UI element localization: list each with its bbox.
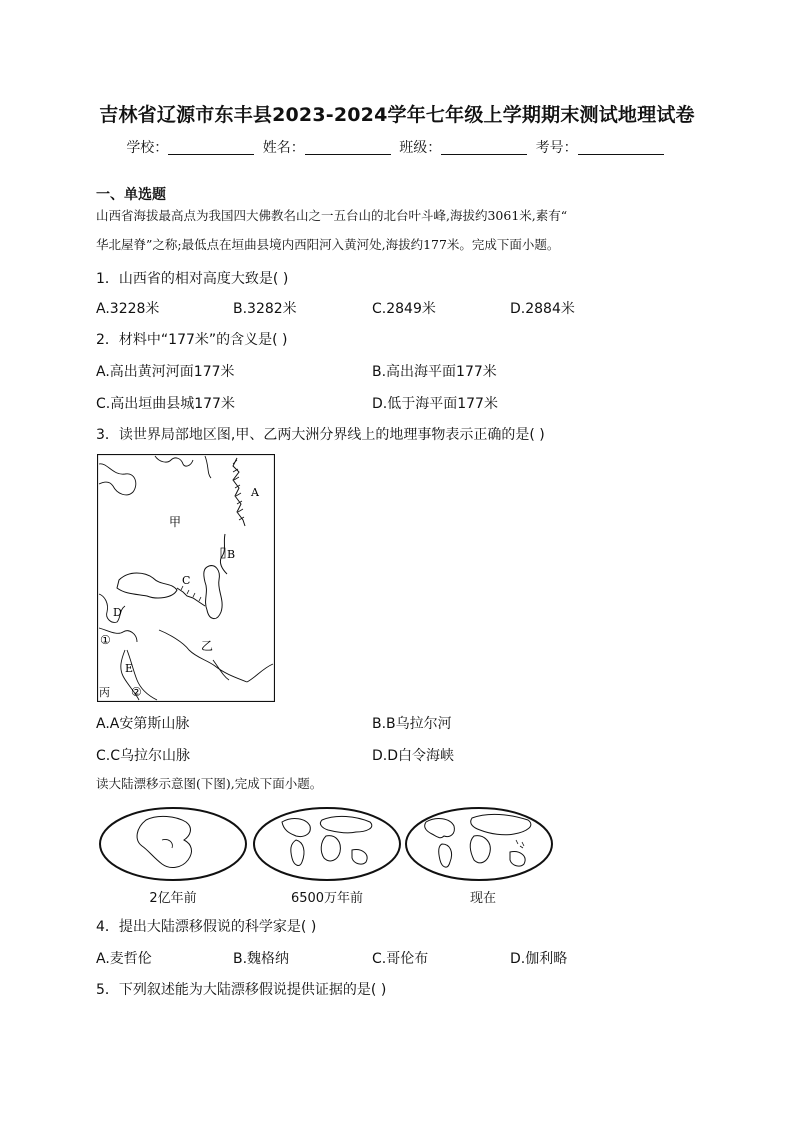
q4-option-d[interactable]: D.伽利略	[510, 951, 568, 967]
drift-map-present	[404, 806, 554, 882]
name-blank	[305, 140, 391, 155]
id-blank	[578, 140, 664, 155]
id-label: 考号：	[535, 140, 578, 156]
map-label-yi: 乙	[201, 639, 214, 653]
q3-option-a[interactable]: A.A安第斯山脉	[96, 716, 190, 732]
q2-option-d[interactable]: D.低于海平面177米	[372, 396, 498, 412]
q1-option-a[interactable]: A.3228米	[96, 301, 160, 317]
q1-option-d[interactable]: D.2884米	[510, 301, 575, 317]
map-label-jia: 甲	[169, 515, 182, 529]
map-label-e: E	[125, 662, 134, 675]
question-5-stem: 5．下列叙述能为大陆漂移假说提供证据的是( )	[96, 982, 387, 998]
exam-title: 吉林省辽源市东丰县2023-2024学年七年级上学期期末测试地理试卷	[99, 104, 695, 126]
map-label-bing: 丙	[99, 686, 110, 699]
map-label-d: D	[113, 606, 122, 619]
q1-option-b[interactable]: B.3282米	[233, 301, 297, 317]
map-label-c: C	[182, 574, 191, 587]
q1-option-c[interactable]: C.2849米	[372, 301, 436, 317]
drift-map-65ma	[252, 806, 402, 882]
question-2-stem: 2．材料中“177米”的含义是( )	[96, 332, 288, 348]
q2-option-b[interactable]: B.高出海平面177米	[372, 364, 497, 380]
material-1-line-1: 山西省海拔最高点为我国四大佛教名山之一五台山的北台叶斗峰,海拔约3061米,素有“	[96, 208, 568, 223]
q3-option-b[interactable]: B.B乌拉尔河	[372, 716, 452, 732]
drift-map-200ma	[98, 806, 248, 882]
q2-option-a[interactable]: A.高出黄河河面177米	[96, 364, 235, 380]
material-2: 读大陆漂移示意图(下图),完成下面小题。	[96, 776, 323, 791]
material-1-line-2: 华北屋脊”之称;最低点在垣曲县境内西阳河入黄河处,海拔约177米。完成下面小题。	[96, 237, 560, 252]
question-4-stem: 4．提出大陆漂移假说的科学家是( )	[96, 919, 317, 935]
student-info-line	[0, 137, 794, 157]
map-label-b: B	[227, 548, 236, 561]
q3-option-c[interactable]: C.C乌拉尔山脉	[96, 748, 191, 764]
question-3-stem: 3．读世界局部地区图,甲、乙两大洲分界线上的地理事物表示正确的是( )	[96, 427, 545, 443]
drift-caption-present: 现在	[469, 891, 496, 906]
map-label-circle-1: ①	[100, 633, 111, 647]
name-label: 姓名：	[262, 140, 305, 156]
drift-caption-200ma: 2亿年前	[149, 891, 197, 906]
drift-caption-65ma: 6500万年前	[290, 891, 364, 906]
q4-option-c[interactable]: C.哥伦布	[372, 951, 429, 967]
question-1-stem: 1．山西省的相对高度大致是( )	[96, 271, 289, 287]
q4-option-b[interactable]: B.魏格纳	[233, 951, 290, 967]
q3-option-d[interactable]: D.D白令海峡	[372, 748, 455, 764]
q2-option-c[interactable]: C.高出垣曲县城177米	[96, 396, 235, 412]
regional-map-figure	[97, 454, 275, 702]
map-label-circle-2: ②	[131, 685, 142, 699]
school-label: 学校：	[126, 140, 169, 156]
class-blank	[441, 140, 527, 155]
section-title: 一、单选题	[96, 187, 166, 203]
map-label-a: A	[251, 486, 259, 499]
class-label: 班级：	[399, 140, 442, 156]
q4-option-a[interactable]: A.麦哲伦	[96, 951, 152, 967]
school-blank	[168, 140, 254, 155]
